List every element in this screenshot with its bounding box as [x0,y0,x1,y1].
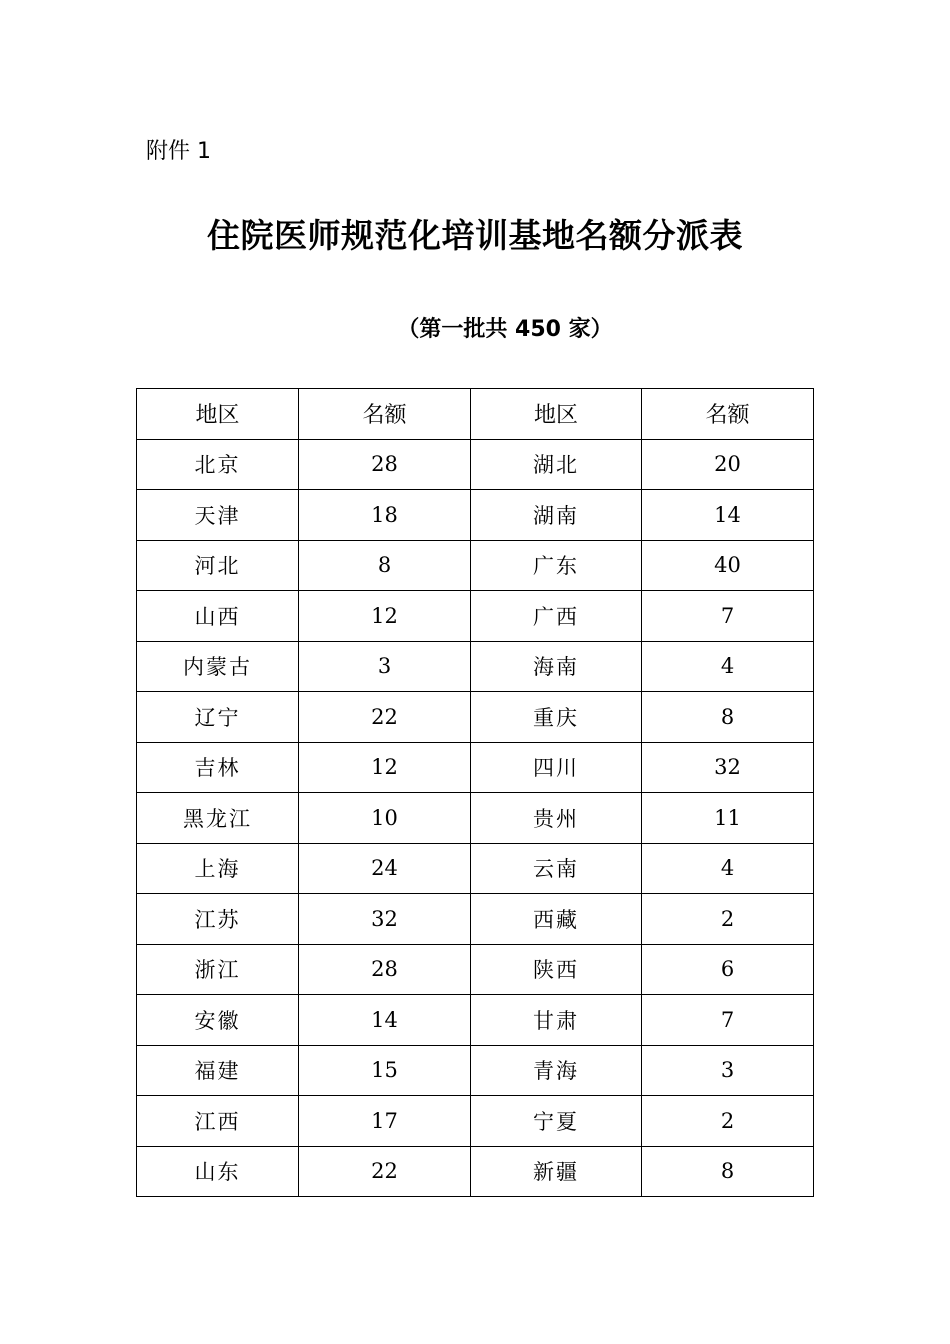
quota-right-cell: 32 [642,742,814,793]
header-region-right: 地区 [471,389,642,440]
header-quota-right: 名额 [642,389,814,440]
quota-right-cell: 7 [642,591,814,642]
quota-left-cell: 22 [299,1146,471,1197]
table-row [137,641,814,692]
region-right-cell: 陕西 [471,944,642,995]
table-row [137,540,814,591]
header-row [137,389,814,440]
region-left-cell: 河北 [137,540,299,591]
region-right-cell: 青海 [471,1045,642,1096]
table-row [137,490,814,541]
quota-left-cell: 12 [299,591,471,642]
table-row [137,742,814,793]
quota-right-cell: 2 [642,894,814,945]
header-region-left: 地区 [137,389,299,440]
quota-right-cell: 8 [642,692,814,743]
quota-right-cell: 8 [642,1146,814,1197]
table-row [137,843,814,894]
table-row [137,793,814,844]
region-left-cell: 山东 [137,1146,299,1197]
quota-right-cell: 11 [642,793,814,844]
table-row [137,692,814,743]
quota-right-cell: 40 [642,540,814,591]
region-right-cell: 广东 [471,540,642,591]
document-title: 住院医师规范化培训基地名额分派表 [207,216,743,255]
table-row [137,439,814,490]
quota-right-cell: 14 [642,490,814,541]
region-left-cell: 天津 [137,490,299,541]
table-row [137,995,814,1046]
region-left-cell: 辽宁 [137,692,299,743]
region-left-cell: 江西 [137,1096,299,1147]
region-left-cell: 上海 [137,843,299,894]
quota-left-cell: 8 [299,540,471,591]
region-right-cell: 海南 [471,641,642,692]
table-body [137,439,814,1197]
region-right-cell: 宁夏 [471,1096,642,1147]
quota-left-cell: 32 [299,894,471,945]
region-right-cell: 云南 [471,843,642,894]
table-row [137,1045,814,1096]
quota-right-cell: 4 [642,641,814,692]
quota-left-cell: 17 [299,1096,471,1147]
quota-right-cell: 4 [642,843,814,894]
quota-left-cell: 12 [299,742,471,793]
region-right-cell: 西藏 [471,894,642,945]
document-subtitle: （第一批共 450 家） [397,317,613,342]
quota-right-cell: 6 [642,944,814,995]
region-right-cell: 湖南 [471,490,642,541]
region-left-cell: 浙江 [137,944,299,995]
quota-right-cell: 7 [642,995,814,1046]
table-row [137,1096,814,1147]
table-row [137,894,814,945]
table-row [137,591,814,642]
quota-left-cell: 28 [299,439,471,490]
header-quota-left: 名额 [299,389,471,440]
quota-right-cell: 3 [642,1045,814,1096]
quota-left-cell: 10 [299,793,471,844]
region-left-cell: 吉林 [137,742,299,793]
region-left-cell: 江苏 [137,894,299,945]
quota-left-cell: 18 [299,490,471,541]
table-row [137,944,814,995]
quota-left-cell: 28 [299,944,471,995]
region-right-cell: 四川 [471,742,642,793]
quota-left-cell: 15 [299,1045,471,1096]
table-header [137,389,814,440]
table-row [137,1146,814,1197]
region-left-cell: 内蒙古 [137,641,299,692]
region-left-cell: 黑龙江 [137,793,299,844]
quota-left-cell: 22 [299,692,471,743]
region-left-cell: 北京 [137,439,299,490]
quota-right-cell: 2 [642,1096,814,1147]
quota-table [136,388,814,1197]
region-right-cell: 广西 [471,591,642,642]
attachment-label: 附件 1 [146,139,211,164]
region-right-cell: 甘肃 [471,995,642,1046]
region-left-cell: 福建 [137,1045,299,1096]
quota-left-cell: 14 [299,995,471,1046]
region-right-cell: 重庆 [471,692,642,743]
quota-right-cell: 20 [642,439,814,490]
region-right-cell: 新疆 [471,1146,642,1197]
region-right-cell: 湖北 [471,439,642,490]
region-right-cell: 贵州 [471,793,642,844]
region-left-cell: 山西 [137,591,299,642]
quota-left-cell: 24 [299,843,471,894]
quota-left-cell: 3 [299,641,471,692]
region-left-cell: 安徽 [137,995,299,1046]
